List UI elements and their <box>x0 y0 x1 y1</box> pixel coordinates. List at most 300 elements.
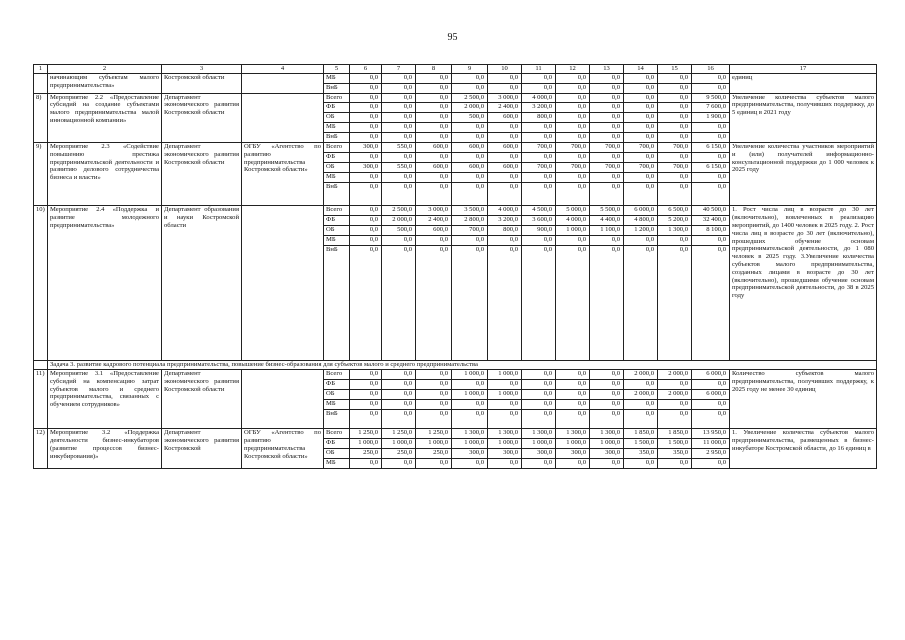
amount-cell: 8 100,0 <box>692 226 730 236</box>
funding-source: Всего <box>324 143 350 153</box>
amount-cell: 0,0 <box>590 379 624 389</box>
amount-cell: 250,0 <box>416 449 452 459</box>
amount-cell: 0,0 <box>692 409 730 429</box>
amount-cell: 700,0 <box>590 162 624 172</box>
amount-cell: 0,0 <box>590 133 624 143</box>
event-name: Мероприятие 3.1 «Предоставление субсидий на компенсацию затрат субъектов малого и среднего предпринимательства, связанных с обучением сотрудников» <box>48 369 162 428</box>
amount-cell: 0,0 <box>382 399 416 409</box>
amount-cell: 700,0 <box>624 143 658 153</box>
amount-cell: 1 000,0 <box>452 369 488 379</box>
amount-cell: 0,0 <box>658 236 692 246</box>
column-header: 2 <box>48 65 162 74</box>
amount-cell: 32 400,0 <box>692 216 730 226</box>
amount-cell: 0,0 <box>382 459 416 469</box>
amount-cell: 0,0 <box>556 152 590 162</box>
amount-cell: 1 000,0 <box>350 439 382 449</box>
amount-cell: 600,0 <box>488 113 522 123</box>
column-header: 10 <box>488 65 522 74</box>
amount-cell: 0,0 <box>522 172 556 182</box>
event-name: Мероприятие 3.2 «Поддержка деятельности бизнес-инкубаторов (развитие процессов бизнес-инкубирования)» <box>48 429 162 469</box>
amount-cell: 0,0 <box>350 399 382 409</box>
amount-cell: 2 950,0 <box>692 449 730 459</box>
funding-source: ФБ <box>324 379 350 389</box>
amount-cell: 700,0 <box>658 143 692 153</box>
funding-source: ОБ <box>324 449 350 459</box>
column-header: 12 <box>556 65 590 74</box>
funding-source: ВнБ <box>324 83 350 93</box>
amount-cell: 0,0 <box>416 152 452 162</box>
table-row <box>34 429 877 439</box>
amount-cell: 700,0 <box>624 162 658 172</box>
event-name: начинающим субъектам малого предпринимательства» <box>48 73 162 93</box>
funding-source: ФБ <box>324 152 350 162</box>
amount-cell: 1 500,0 <box>624 439 658 449</box>
amount-cell: 0,0 <box>350 133 382 143</box>
expected-result: Количество субъектов малого предпринимательства, получивших поддержку, к 2025 году не менее 30 единиц <box>730 369 877 428</box>
amount-cell: 0,0 <box>382 369 416 379</box>
amount-cell: 0,0 <box>590 409 624 429</box>
amount-cell: 0,0 <box>452 399 488 409</box>
amount-cell: 2 400,0 <box>488 103 522 113</box>
amount-cell: 0,0 <box>416 389 452 399</box>
amount-cell: 0,0 <box>692 182 730 206</box>
amount-cell: 0,0 <box>590 389 624 399</box>
amount-cell: 4 000,0 <box>488 206 522 216</box>
amount-cell: 3 000,0 <box>488 93 522 103</box>
funding-source: МБ <box>324 73 350 83</box>
amount-cell: 0,0 <box>382 246 416 361</box>
amount-cell: 0,0 <box>350 182 382 206</box>
amount-cell: 0,0 <box>692 172 730 182</box>
amount-cell: 0,0 <box>624 93 658 103</box>
amount-cell: 0,0 <box>382 172 416 182</box>
amount-cell: 0,0 <box>488 172 522 182</box>
expected-result: 1. Увеличение количества субъектов малого предпринимательства, размещенных в бизнес-инкубаторе Костромской области, до 16 единиц в <box>730 429 877 469</box>
amount-cell: 0,0 <box>522 236 556 246</box>
column-header: 1 <box>34 65 48 74</box>
amount-cell: 0,0 <box>658 399 692 409</box>
amount-cell: 0,0 <box>416 236 452 246</box>
amount-cell: 0,0 <box>382 182 416 206</box>
amount-cell: 0,0 <box>624 246 658 361</box>
amount-cell: 0,0 <box>350 246 382 361</box>
column-header: 16 <box>692 65 730 74</box>
amount-cell: 0,0 <box>624 103 658 113</box>
funding-source: Всего <box>324 369 350 379</box>
amount-cell: 1 300,0 <box>488 429 522 439</box>
amount-cell: 0,0 <box>556 459 590 469</box>
funding-source: ВнБ <box>324 246 350 361</box>
amount-cell: 1 000,0 <box>488 389 522 399</box>
amount-cell: 0,0 <box>350 152 382 162</box>
amount-cell: 0,0 <box>488 83 522 93</box>
amount-cell: 300,0 <box>452 449 488 459</box>
amount-cell: 0,0 <box>416 103 452 113</box>
amount-cell: 0,0 <box>452 182 488 206</box>
amount-cell: 4 400,0 <box>590 216 624 226</box>
amount-cell: 0,0 <box>452 246 488 361</box>
amount-cell: 0,0 <box>692 152 730 162</box>
amount-cell: 0,0 <box>416 379 452 389</box>
funding-source: ФБ <box>324 103 350 113</box>
amount-cell: 0,0 <box>416 172 452 182</box>
amount-cell: 0,0 <box>556 182 590 206</box>
amount-cell: 0,0 <box>692 246 730 361</box>
amount-cell: 0,0 <box>488 152 522 162</box>
amount-cell: 2 500,0 <box>382 206 416 216</box>
amount-cell: 0,0 <box>350 389 382 399</box>
amount-cell: 1 300,0 <box>658 226 692 236</box>
amount-cell: 9 500,0 <box>692 93 730 103</box>
column-header: 13 <box>590 65 624 74</box>
funding-source: ОБ <box>324 226 350 236</box>
amount-cell: 0,0 <box>556 103 590 113</box>
funding-source: Всего <box>324 93 350 103</box>
amount-cell: 0,0 <box>692 123 730 133</box>
amount-cell: 0,0 <box>350 73 382 83</box>
amount-cell: 0,0 <box>382 409 416 429</box>
amount-cell: 0,0 <box>624 409 658 429</box>
amount-cell: 1 000,0 <box>488 369 522 379</box>
funding-source: ОБ <box>324 113 350 123</box>
amount-cell: 0,0 <box>624 123 658 133</box>
amount-cell: 0,0 <box>624 459 658 469</box>
amount-cell: 0,0 <box>658 172 692 182</box>
amount-cell: 4 000,0 <box>522 93 556 103</box>
amount-cell: 0,0 <box>522 123 556 133</box>
expected-result: 1. Рост числа лиц в возрасте до 30 лет (включительно), вовлеченных в реализацию мероприятий, до 1400 человек в 2025 году. 2. Рост числа лиц в возрасте до 30 лет (включительно), прошедших обучение основам предпринимательской деятельности, до 1 080 человек в 2025 году. 3.Увеличение количества субъектов малого предпринимательства, созданных лицами в возрасте до 30 лет (включительно), прошедшими обучение основам предпринимательской деятельности, до 38 в 2025 году <box>730 206 877 360</box>
amount-cell: 0,0 <box>452 459 488 469</box>
amount-cell: 1 250,0 <box>382 429 416 439</box>
amount-cell: 3 600,0 <box>522 216 556 226</box>
executor: Департамент образования и науки Костромской области <box>162 206 242 360</box>
amount-cell: 0,0 <box>416 93 452 103</box>
amount-cell: 0,0 <box>692 379 730 389</box>
amount-cell: 0,0 <box>522 459 556 469</box>
amount-cell: 0,0 <box>452 152 488 162</box>
amount-cell: 0,0 <box>692 83 730 93</box>
amount-cell: 0,0 <box>522 369 556 379</box>
amount-cell: 300,0 <box>590 449 624 459</box>
funding-source: ФБ <box>324 439 350 449</box>
amount-cell: 0,0 <box>658 152 692 162</box>
task-row <box>34 360 877 369</box>
amount-cell: 0,0 <box>416 409 452 429</box>
amount-cell: 0,0 <box>416 459 452 469</box>
amount-cell: 0,0 <box>350 206 382 216</box>
amount-cell: 0,0 <box>382 123 416 133</box>
amount-cell: 1 000,0 <box>590 439 624 449</box>
column-header: 4 <box>242 65 324 74</box>
amount-cell: 0,0 <box>590 459 624 469</box>
amount-cell: 0,0 <box>590 369 624 379</box>
amount-cell: 0,0 <box>488 399 522 409</box>
amount-cell: 0,0 <box>488 459 522 469</box>
amount-cell: 0,0 <box>522 133 556 143</box>
amount-cell: 0,0 <box>416 399 452 409</box>
amount-cell: 0,0 <box>522 389 556 399</box>
amount-cell: 0,0 <box>624 133 658 143</box>
amount-cell: 0,0 <box>350 113 382 123</box>
amount-cell: 0,0 <box>590 182 624 206</box>
funding-source: ОБ <box>324 389 350 399</box>
column-header: 3 <box>162 65 242 74</box>
amount-cell: 0,0 <box>658 103 692 113</box>
page-number: 95 <box>447 32 458 43</box>
amount-cell: 0,0 <box>556 389 590 399</box>
amount-cell: 600,0 <box>416 226 452 236</box>
amount-cell: 0,0 <box>556 83 590 93</box>
amount-cell: 2 000,0 <box>658 389 692 399</box>
amount-cell: 700,0 <box>522 143 556 153</box>
funding-source: МБ <box>324 123 350 133</box>
column-header: 6 <box>350 65 382 74</box>
participant: ОГБУ «Агентство по развитию предпринимательства Костромской области» <box>242 429 324 469</box>
amount-cell: 300,0 <box>350 143 382 153</box>
amount-cell: 0,0 <box>658 83 692 93</box>
amount-cell: 40 500,0 <box>692 206 730 216</box>
amount-cell: 0,0 <box>416 133 452 143</box>
amount-cell: 0,0 <box>350 123 382 133</box>
amount-cell: 0,0 <box>382 73 416 83</box>
amount-cell: 2 000,0 <box>624 389 658 399</box>
expected-result: Увеличение количества субъектов малого предпринимательства, получивших поддержку, до 5 единиц в 2021 году <box>730 93 877 142</box>
amount-cell: 1 000,0 <box>556 439 590 449</box>
amount-cell: 0,0 <box>350 379 382 389</box>
amount-cell: 0,0 <box>556 133 590 143</box>
amount-cell: 1 300,0 <box>522 429 556 439</box>
amount-cell: 0,0 <box>624 182 658 206</box>
table-row <box>34 206 877 216</box>
amount-cell: 0,0 <box>556 246 590 361</box>
amount-cell: 6 150,0 <box>692 162 730 172</box>
amount-cell: 700,0 <box>658 162 692 172</box>
amount-cell: 0,0 <box>556 369 590 379</box>
column-header: 17 <box>730 65 877 74</box>
amount-cell: 700,0 <box>556 162 590 172</box>
amount-cell: 1 000,0 <box>382 439 416 449</box>
amount-cell: 0,0 <box>692 73 730 83</box>
amount-cell: 0,0 <box>658 73 692 83</box>
row-number: 11) <box>34 369 48 428</box>
funding-source: Всего <box>324 429 350 439</box>
amount-cell: 600,0 <box>488 143 522 153</box>
amount-cell: 300,0 <box>522 449 556 459</box>
amount-cell: 600,0 <box>416 143 452 153</box>
amount-cell: 350,0 <box>624 449 658 459</box>
amount-cell: 0,0 <box>488 246 522 361</box>
amount-cell: 1 300,0 <box>452 429 488 439</box>
amount-cell: 0,0 <box>350 369 382 379</box>
amount-cell: 0,0 <box>452 236 488 246</box>
amount-cell: 0,0 <box>382 152 416 162</box>
amount-cell: 2 400,0 <box>416 216 452 226</box>
amount-cell: 0,0 <box>382 103 416 113</box>
amount-cell: 0,0 <box>452 379 488 389</box>
amount-cell: 0,0 <box>556 73 590 83</box>
amount-cell: 0,0 <box>452 172 488 182</box>
amount-cell: 0,0 <box>658 133 692 143</box>
amount-cell: 1 850,0 <box>658 429 692 439</box>
amount-cell: 0,0 <box>382 389 416 399</box>
amount-cell: 0,0 <box>452 83 488 93</box>
amount-cell: 0,0 <box>416 246 452 361</box>
amount-cell: 4 800,0 <box>624 216 658 226</box>
amount-cell: 0,0 <box>590 113 624 123</box>
executor: Департамент экономического развития Костромской области <box>162 93 242 142</box>
amount-cell: 13 950,0 <box>692 429 730 439</box>
row-number: 12) <box>34 429 48 469</box>
amount-cell: 0,0 <box>624 73 658 83</box>
amount-cell: 600,0 <box>452 162 488 172</box>
amount-cell: 300,0 <box>350 162 382 172</box>
amount-cell: 0,0 <box>416 83 452 93</box>
amount-cell: 800,0 <box>522 113 556 123</box>
amount-cell: 3 000,0 <box>416 206 452 216</box>
funding-source: ВнБ <box>324 409 350 429</box>
amount-cell: 6 500,0 <box>658 206 692 216</box>
amount-cell: 7 600,0 <box>692 103 730 113</box>
amount-cell: 1 000,0 <box>452 389 488 399</box>
amount-cell: 0,0 <box>350 236 382 246</box>
participant <box>242 206 324 360</box>
amount-cell: 0,0 <box>590 93 624 103</box>
row-number: 8) <box>34 93 48 142</box>
amount-cell: 550,0 <box>382 143 416 153</box>
amount-cell: 250,0 <box>350 449 382 459</box>
event-name: Мероприятие 2.3 «Содействие повышению престижа предпринимательской деятельности и развитию делового сотрудничества бизнеса и власти» <box>48 143 162 206</box>
amount-cell: 1 000,0 <box>556 226 590 236</box>
amount-cell: 2 000,0 <box>624 369 658 379</box>
amount-cell: 0,0 <box>556 399 590 409</box>
amount-cell: 0,0 <box>658 113 692 123</box>
amount-cell: 0,0 <box>382 133 416 143</box>
amount-cell: 0,0 <box>590 399 624 409</box>
amount-cell: 2 000,0 <box>658 369 692 379</box>
amount-cell: 5 000,0 <box>556 206 590 216</box>
amount-cell: 0,0 <box>522 73 556 83</box>
row-number <box>34 73 48 93</box>
amount-cell: 1 000,0 <box>522 439 556 449</box>
amount-cell: 0,0 <box>350 226 382 236</box>
amount-cell: 0,0 <box>522 246 556 361</box>
amount-cell: 4 500,0 <box>522 206 556 216</box>
amount-cell: 0,0 <box>624 152 658 162</box>
column-header: 14 <box>624 65 658 74</box>
amount-cell: 0,0 <box>556 123 590 133</box>
amount-cell: 0,0 <box>488 379 522 389</box>
funding-source: МБ <box>324 236 350 246</box>
amount-cell: 1 500,0 <box>658 439 692 449</box>
amount-cell: 11 000,0 <box>692 439 730 449</box>
funding-source: ОБ <box>324 162 350 172</box>
amount-cell: 2 500,0 <box>452 93 488 103</box>
amount-cell: 350,0 <box>658 449 692 459</box>
amount-cell: 600,0 <box>416 162 452 172</box>
participant <box>242 93 324 142</box>
amount-cell: 300,0 <box>488 449 522 459</box>
amount-cell: 0,0 <box>382 113 416 123</box>
amount-cell: 0,0 <box>522 182 556 206</box>
participant: ОГБУ «Агентство по развитию предпринимательства Костромской области» <box>242 143 324 206</box>
amount-cell: 700,0 <box>522 162 556 172</box>
amount-cell: 6 000,0 <box>624 206 658 216</box>
amount-cell: 0,0 <box>350 93 382 103</box>
amount-cell: 1 250,0 <box>350 429 382 439</box>
amount-cell: 5 500,0 <box>590 206 624 216</box>
amount-cell: 0,0 <box>658 182 692 206</box>
amount-cell: 0,0 <box>488 73 522 83</box>
funding-source: МБ <box>324 399 350 409</box>
amount-cell: 1 900,0 <box>692 113 730 123</box>
amount-cell: 0,0 <box>488 133 522 143</box>
row-number: 10) <box>34 206 48 360</box>
amount-cell: 0,0 <box>590 123 624 133</box>
column-header: 7 <box>382 65 416 74</box>
amount-cell: 3 200,0 <box>488 216 522 226</box>
amount-cell: 1 000,0 <box>416 439 452 449</box>
amount-cell: 1 000,0 <box>488 439 522 449</box>
amount-cell: 0,0 <box>350 459 382 469</box>
amount-cell: 1 850,0 <box>624 429 658 439</box>
amount-cell: 0,0 <box>556 379 590 389</box>
amount-cell: 0,0 <box>658 409 692 429</box>
column-header: 9 <box>452 65 488 74</box>
amount-cell: 0,0 <box>416 73 452 83</box>
executor: Департамент экономического развития Костромской области <box>162 143 242 206</box>
amount-cell: 6 000,0 <box>692 369 730 379</box>
amount-cell: 1 000,0 <box>452 439 488 449</box>
amount-cell: 0,0 <box>692 399 730 409</box>
amount-cell: 0,0 <box>350 172 382 182</box>
amount-cell: 0,0 <box>522 399 556 409</box>
amount-cell: 700,0 <box>590 143 624 153</box>
amount-cell: 0,0 <box>452 409 488 429</box>
funding-source: Всего <box>324 206 350 216</box>
amount-cell: 6 150,0 <box>692 143 730 153</box>
amount-cell: 0,0 <box>382 236 416 246</box>
amount-cell: 250,0 <box>382 449 416 459</box>
column-header: 15 <box>658 65 692 74</box>
amount-cell: 800,0 <box>488 226 522 236</box>
amount-cell: 0,0 <box>416 369 452 379</box>
amount-cell: 2 000,0 <box>452 103 488 113</box>
amount-cell: 0,0 <box>658 379 692 389</box>
amount-cell: 600,0 <box>488 162 522 172</box>
amount-cell: 500,0 <box>382 226 416 236</box>
amount-cell: 0,0 <box>590 152 624 162</box>
table-row <box>34 369 877 379</box>
executor: Департамент экономического развития Костромской области <box>162 369 242 428</box>
amount-cell: 0,0 <box>382 93 416 103</box>
funding-source: ФБ <box>324 216 350 226</box>
amount-cell: 0,0 <box>624 236 658 246</box>
amount-cell: 0,0 <box>556 172 590 182</box>
amount-cell: 0,0 <box>382 379 416 389</box>
amount-cell: 0,0 <box>522 379 556 389</box>
event-name: Мероприятие 2.2 «Предоставление субсидий на создание субъектами малого предпринимательства малой инновационной компании» <box>48 93 162 142</box>
amount-cell: 4 000,0 <box>556 216 590 226</box>
amount-cell: 0,0 <box>590 83 624 93</box>
amount-cell: 1 250,0 <box>416 429 452 439</box>
funding-source: ВнБ <box>324 133 350 143</box>
amount-cell: 0,0 <box>624 399 658 409</box>
amount-cell: 300,0 <box>556 449 590 459</box>
amount-cell: 5 200,0 <box>658 216 692 226</box>
column-header: 5 <box>324 65 350 74</box>
amount-cell: 0,0 <box>590 73 624 83</box>
amount-cell: 0,0 <box>350 216 382 226</box>
